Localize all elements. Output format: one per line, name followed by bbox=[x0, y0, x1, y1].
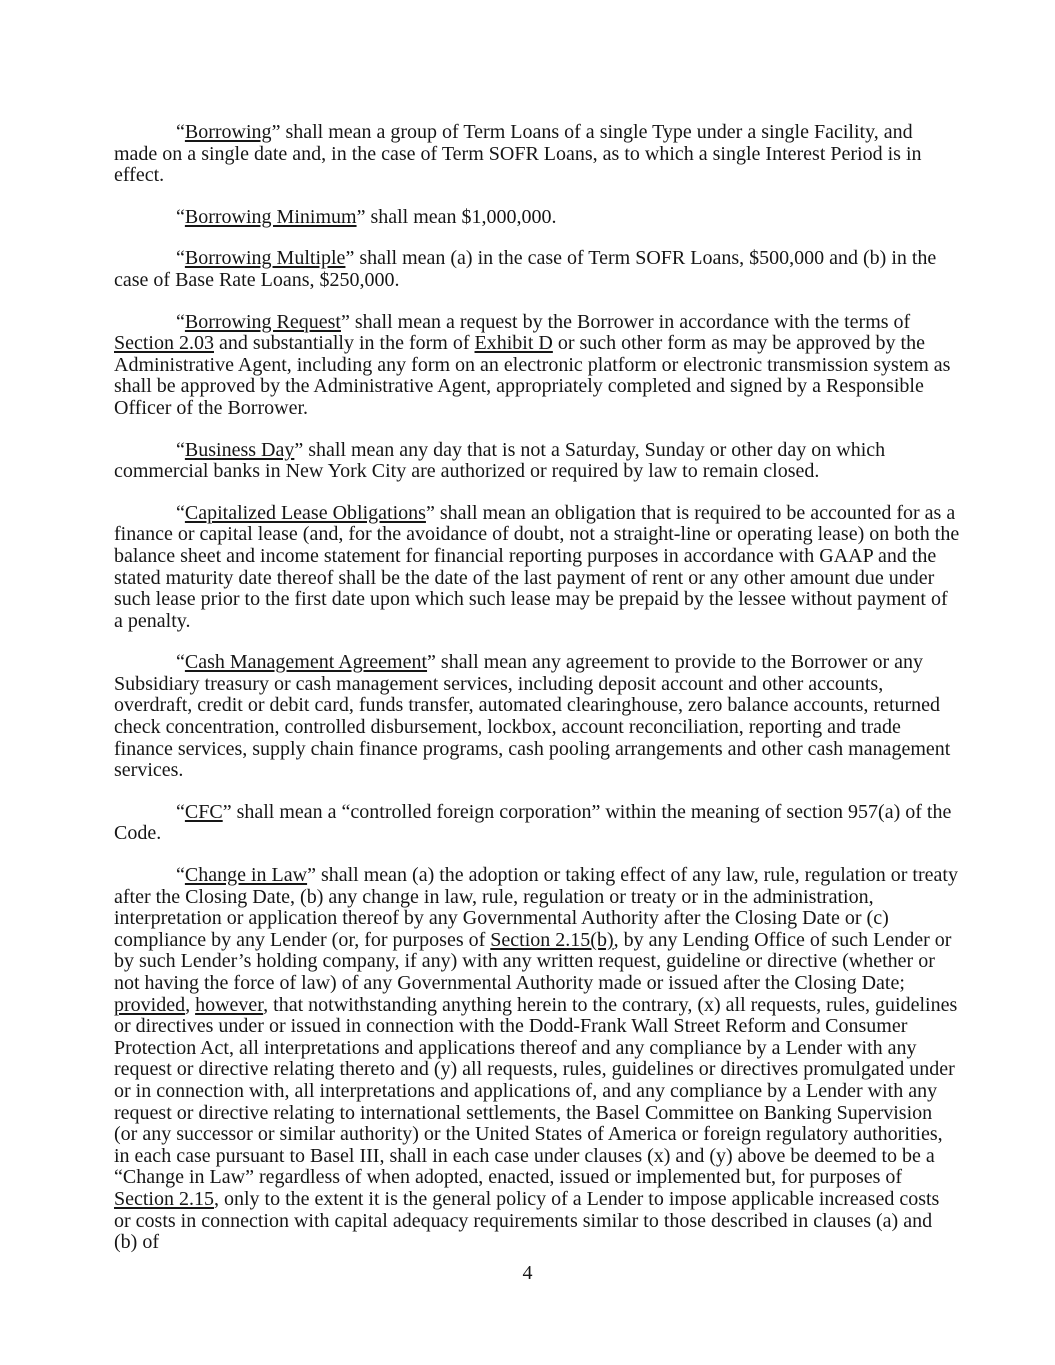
text-run: , that notwithstanding anything herein to the contrary, (x) all requests, rules, guidelines or directives under or issued in connection with the Dodd-Frank Wall Street Reform and Consumer Protection Act, all interpretations and applications thereof and any compliance by a Lender with any request or directive relating thereto and (y) all requests, rules, guidelines or directives promulgated under or in connection with, all interpretations and applications of, and any compliance by a Lender with any request or directive relating to international settlements, the Basel Committee on Banking Supervision (or any successor or similar authority) or the United States of America or foreign regulatory authorities, in each case pursuant to Basel III, shall in each case under clauses (x) and (y) above be deemed to be a “Change in Law” regardless of when adopted, enacted, issued or implemented but, for purposes of bbox=[114, 993, 958, 1189]
underlined-term: CFC bbox=[184, 800, 223, 823]
underlined-term: Cash Management Agreement bbox=[184, 651, 428, 674]
text-run: “ bbox=[176, 501, 185, 524]
text-run: “ bbox=[176, 651, 185, 674]
text-run: “ bbox=[176, 864, 185, 887]
underlined-term: Borrowing bbox=[184, 121, 272, 143]
text-run: ” shall mean (a) in the case of Term SOFR Loans, $500,000 and (b) in the case of Base Rate Loans, $250,000. bbox=[114, 247, 937, 291]
text-run: ” shall mean any day that is not a Saturday, Sunday or other day on which commercial banks in New York City are authorized or required by law to remain closed. bbox=[114, 438, 886, 483]
underlined-term: Borrowing Request bbox=[184, 310, 341, 333]
definition-paragraph bbox=[114, 122, 960, 187]
text-run: “ bbox=[176, 310, 185, 333]
definition-paragraph bbox=[114, 503, 960, 633]
text-run: “ bbox=[176, 800, 185, 823]
underlined-term: Capitalized Lease Obligations bbox=[184, 501, 426, 524]
text-run: , bbox=[185, 993, 196, 1016]
underlined-term: provided bbox=[114, 993, 186, 1016]
text-run: ” shall mean a request by the Borrower in accordance with the terms of bbox=[340, 310, 911, 333]
underlined-term: Borrowing Multiple bbox=[184, 247, 346, 270]
definition-paragraph bbox=[114, 865, 960, 1254]
definition-paragraph bbox=[114, 248, 960, 291]
definition-paragraph bbox=[114, 207, 960, 229]
text-run: , only to the extent it is the general policy of a Lender to impose applicable increased costs or costs in connection with capital adequacy requirements similar to those described in clauses (a) and (b) of bbox=[114, 1187, 940, 1254]
text-run: ” shall mean an obligation that is required to be accounted for as a finance or capital lease (and, for the avoidance of doubt, not a straight-line or operating lease) on both the balance sheet and income statement for financial reporting purposes in accordance with GAAP and the stated maturity date thereof shall be the date of the last payment of rent or any other amount due under such lease prior to the first date upon which such lease may be prepaid by the lessee without payment of a penalty. bbox=[114, 501, 960, 632]
text-run: or such other form as may be approved by the Administrative Agent, including any form on an electronic platform or electronic transmission system as shall be approved by the Administrative Agent, appropriately completed and signed by a Responsible Officer of the Borrower. bbox=[114, 332, 951, 419]
underlined-term: Change in Law bbox=[184, 864, 308, 887]
definition-paragraph bbox=[114, 440, 960, 483]
text-run: “ bbox=[176, 205, 185, 228]
text-run: and substantially in the form of bbox=[214, 332, 475, 355]
page-footer bbox=[0, 1262, 1055, 1284]
text-run: “ bbox=[176, 247, 185, 270]
text-run: “ bbox=[176, 438, 185, 461]
definition-paragraph bbox=[114, 312, 960, 420]
text-run: , by any Lending Office of such Lender or by such Lender’s holding company, if any) with any written request, guideline or directive (whether or not having the force of law) of any Governmental Authority made or issued after the Closing Date; bbox=[114, 928, 952, 994]
text-run: ” shall mean (a) the adoption or taking effect of any law, rule, regulation or treaty after the Closing Date, (b) any change in law, rule, regulation or treaty or in the administration, interpretation or application thereof by any Governmental Authority after the Closing Date or (c) compliance by any Lender (or, for purposes of bbox=[114, 864, 958, 951]
underlined-term: Exhibit D bbox=[474, 332, 553, 355]
definition-paragraph bbox=[114, 652, 960, 782]
underlined-term: Section 2.15 bbox=[114, 1187, 214, 1210]
text-run: ” shall mean any agreement to provide to the Borrower or any Subsidiary treasury or cash management services, including deposit account and other accounts, overdraft, credit or debit card, funds transfer, automated clearinghouse, zero balance accounts, returned check concentration, controlled disbursement, lockbox, account reconciliation, reporting and trade finance services, supply chain finance programs, cash pooling arrangements and other cash management services. bbox=[114, 651, 951, 782]
text-run: “ bbox=[176, 121, 185, 143]
text-run: ” shall mean a “controlled foreign corporation” within the meaning of section 957(a) of the Code. bbox=[114, 800, 952, 845]
underlined-term: however bbox=[195, 993, 264, 1016]
underlined-term: Section 2.15(b) bbox=[490, 928, 614, 951]
underlined-term: Section 2.03 bbox=[114, 332, 214, 355]
text-run: ” shall mean a group of Term Loans of a single Type under a single Facility, and made on a single date and, in the case of Term SOFR Loans, as to which a single Interest Period is in effect. bbox=[114, 121, 922, 187]
document-body bbox=[114, 122, 960, 1274]
page-number: 4 bbox=[522, 1262, 533, 1284]
definition-paragraph bbox=[114, 802, 960, 845]
text-run: ” shall mean $1,000,000. bbox=[356, 205, 557, 228]
underlined-term: Borrowing Minimum bbox=[184, 205, 357, 228]
underlined-term: Business Day bbox=[184, 438, 295, 461]
